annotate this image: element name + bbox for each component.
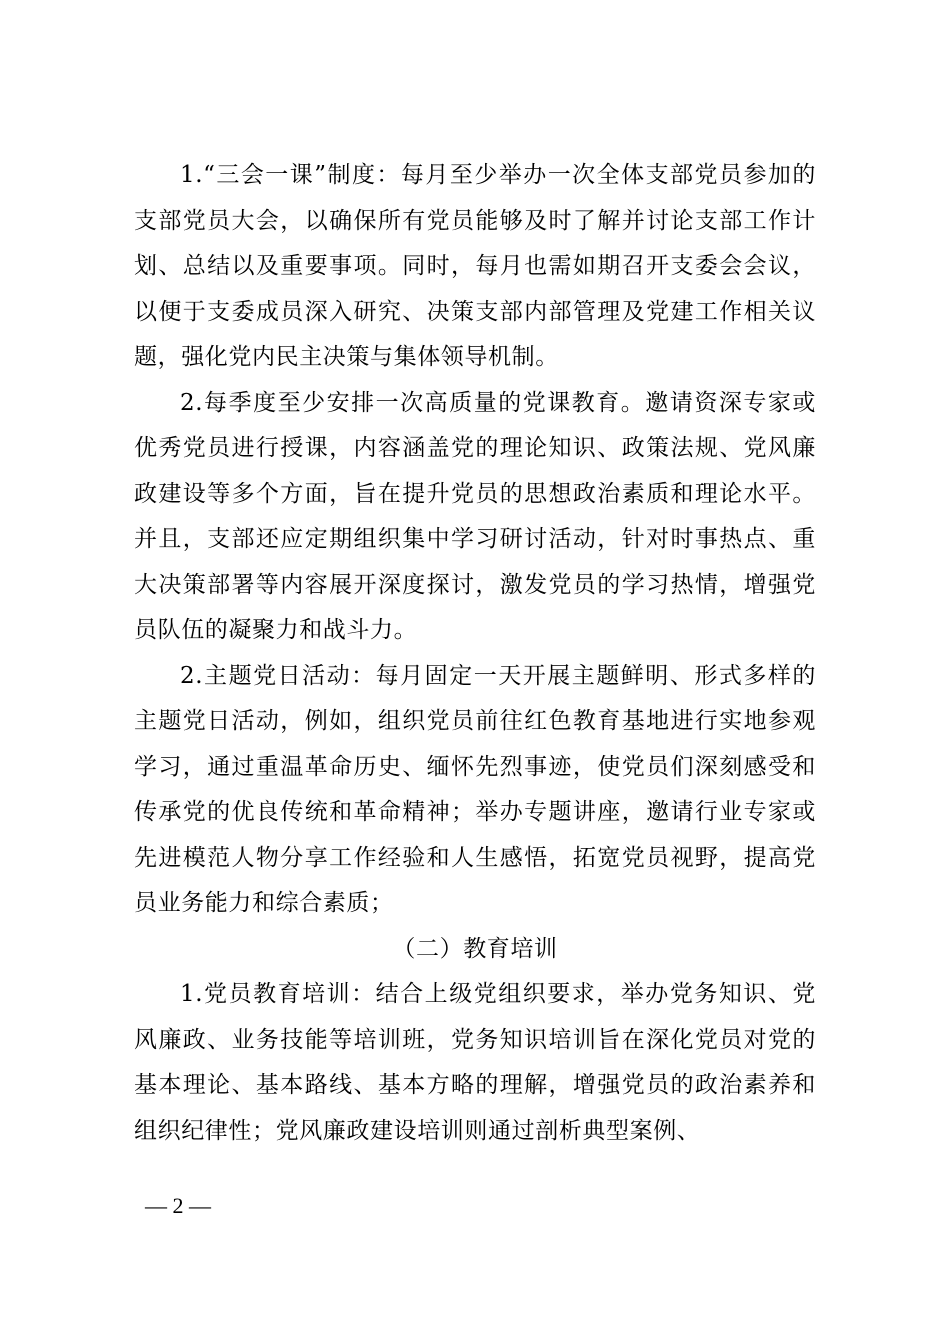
page-number: — 2 — — [145, 1193, 211, 1218]
paragraph-party-lessons: 2.每季度至少安排一次高质量的党课教育。邀请资深专家或优秀党员进行授课，内容涵盖党的理论知识、政策法规、党风廉政建设等多个方面，旨在提升党员的思想政治素质和理论水平。并且，支部还应定期组织集中学习研讨活动，针对时事热点、重大决策部署等内容展开深度探讨，激发党员的学习热情，增强党员队伍的凝聚力和战斗力。 — [134, 389, 816, 643]
paragraph-three-meetings-one-lesson: 1.“三会一课”制度：每月至少举办一次全体支部党员参加的支部党员大会，以确保所有党员能够及时了解并讨论支部工作计划、总结以及重要事项。同时，每月也需如期召开支委会会议，以便于支委成员深入研究、决策支部内部管理及党建工作相关议题，强化党内民主决策与集体领导机制。 — [134, 162, 816, 370]
section-heading-education-training: （二）教育培训 — [392, 935, 558, 962]
document-body — [134, 153, 816, 1154]
paragraph-member-training: 1.党员教育培训：结合上级党组织要求，举办党务知识、党风廉政、业务技能等培训班，党务知识培训旨在深化党员对党的基本理论、基本路线、基本方略的理解，增强党员的政治素养和组织纪律性；党风廉政建设培训则通过剖析典型案例、 — [134, 981, 816, 1144]
paragraph-theme-party-day: 2.主题党日活动：每月固定一天开展主题鲜明、形式多样的主题党日活动，例如，组织党员前往红色教育基地进行实地参观学习，通过重温革命历史、缅怀先烈事迹，使党员们深刻感受和传承党的优良传统和革命精神；举办专题讲座，邀请行业专家或先进模范人物分享工作经验和人生感悟，拓宽党员视野，提高党员业务能力和综合素质； — [134, 662, 816, 916]
